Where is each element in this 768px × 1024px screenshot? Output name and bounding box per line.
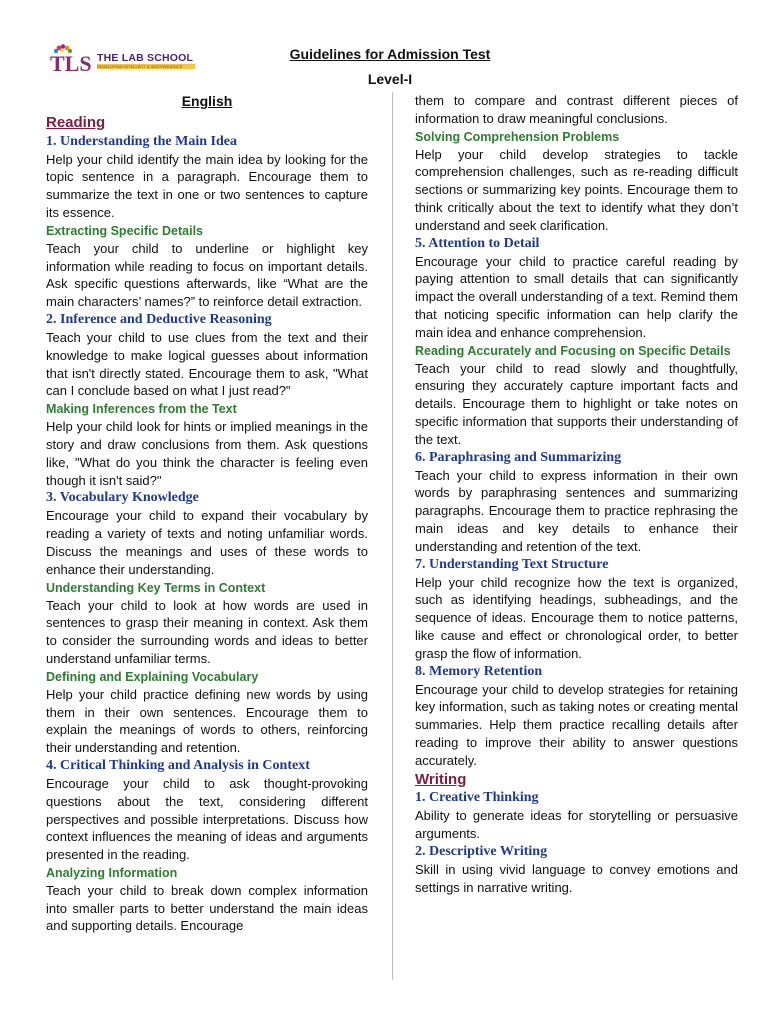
heading-descriptive-writing: 2. Descriptive Writing [415, 843, 548, 859]
paragraph: Encourage your child to practice careful reading by paying attention to small details that can significantly impact the overall understanding of a text. Remind them that noticing specific information can help clarify the main idea and enhance comprehension. [415, 253, 738, 340]
heading-memory-retention: 8. Memory Retention [415, 663, 543, 679]
paragraph: Teach your child to express information in their own words by paraphrasing sentences and summarizing paragraphs. Encourage them to practice rephrasing the main ideas and key details to enhance their understanding and retention of the text. [415, 467, 738, 554]
document-title: Guidelines for Admission Test [289, 46, 491, 62]
heading-inference: 2. Inference and Deductive Reasoning [46, 311, 272, 327]
logo-mark: TLS [50, 51, 92, 74]
subject-heading: English [181, 93, 233, 109]
right-column [415, 92, 738, 896]
paragraph: Teach your child to read slowly and thoughtfully, ensuring they accurately capture important facts and details. Encourage them to highlight or take notes on specific information that supports their understanding of the text. [415, 360, 738, 447]
subheading-specific-details: Extracting Specific Details [46, 223, 204, 238]
subheading-analyzing: Analyzing Information [46, 865, 178, 880]
column-divider [392, 92, 393, 980]
paragraph: Help your child identify the main idea by looking for the topic sentence in a paragraph. Encourage them to summarize the text in one or two sentences to capture its essence. [46, 151, 368, 220]
paragraph: Help your child recognize how the text is organized, such as identifying headings, subheadings, and the sequence of ideas. Encourage them to notice patterns, like cause and effect or chronological order, to better grasp the flow of information. [415, 574, 738, 661]
heading-attention-detail: 5. Attention to Detail [415, 235, 540, 251]
heading-creative-thinking: 1. Creative Thinking [415, 790, 539, 806]
heading-critical-thinking: 4. Critical Thinking and Analysis in Context [46, 757, 310, 773]
section-heading-writing: Writing [415, 770, 467, 788]
heading-text-structure: 7. Understanding Text Structure [415, 556, 609, 572]
paragraph: Help your child develop strategies to tackle comprehension challenges, such as re-reading difficult sections or summarizing key points. Encourage them to think critically about the text to identify what they don’t understand and seek clarification. [415, 146, 738, 233]
subheading-defining-vocabulary: Defining and Explaining Vocabulary [46, 669, 259, 684]
subheading-inferences: Making Inferences from the Text [46, 402, 237, 417]
subheading-key-terms: Understanding Key Terms in Context [46, 580, 266, 595]
left-column [46, 93, 368, 935]
heading-vocabulary: 3. Vocabulary Knowledge [46, 490, 199, 506]
paragraph: Teach your child to break down complex information into smaller parts to better understand the main ideas and supporting details. Encourage [46, 882, 368, 934]
paragraph: Teach your child to look at how words are used in sentences to grasp their meaning in context. Ask them to consider the surrounding words and ideas to better understand unfamiliar terms. [46, 597, 368, 666]
paragraph: Help your child practice defining new words by using them in their own sentences. Encourage them to explain the meanings of words to others, reinforcing their understanding and retention. [46, 686, 368, 756]
paragraph: Encourage your child to expand their vocabulary by reading a variety of texts and noting unfamiliar words. Discuss the meanings and uses of these words to enhance their understanding. [46, 508, 368, 577]
heading-paraphrasing: 6. Paraphrasing and Summarizing [415, 449, 622, 465]
section-heading-reading: Reading [46, 113, 106, 131]
heading-main-idea: 1. Understanding the Main Idea [46, 133, 237, 149]
paragraph: Teach your child to underline or highlight key information while reading to focus on important details. Ask specific questions afterwards, like “What are the main characters’ names?” to reinforce detail extraction. [46, 240, 368, 310]
paragraph: Skill in using vivid language to convey emotions and settings in narrative writing. [415, 861, 738, 895]
logo-tagline: DEVELOPING INTELLECT & INDEPENDENCE [97, 64, 195, 69]
subheading-comprehension-problems: Solving Comprehension Problems [415, 129, 620, 144]
paragraph: them to compare and contrast different pieces of information to draw meaningful conclusions. [415, 93, 738, 126]
logo-name: THE LAB SCHOOL [97, 52, 194, 64]
paragraph: Encourage your child to develop strategies for retaining key information, such as taking notes or creating mental summaries. Help them practice recalling details after reading to improve their ability to answer questions accurately. [415, 681, 738, 768]
paragraph: Teach your child to use clues from the text and their knowledge to make logical guesses about information that isn't directly stated. Encourage them to ask, "What can I conclude based on what I just read?" [46, 329, 368, 399]
document-level: Level-I [367, 71, 413, 87]
paragraph: Ability to generate ideas for storytelling or persuasive arguments. [415, 808, 738, 842]
paragraph: Help your child look for hints or implied meanings in the story and draw conclusions from them. Ask questions like, "What do you think the character is feeling even though it isn't said?" [46, 419, 368, 488]
paragraph: Encourage your child to ask thought-provoking questions about the text, considering different perspectives and possible interpretations. Discuss how context influences the meaning of ideas and arguments presented in the reading. [46, 775, 368, 863]
subheading-reading-accurately: Reading Accurately and Focusing on Specific Details [415, 343, 731, 358]
